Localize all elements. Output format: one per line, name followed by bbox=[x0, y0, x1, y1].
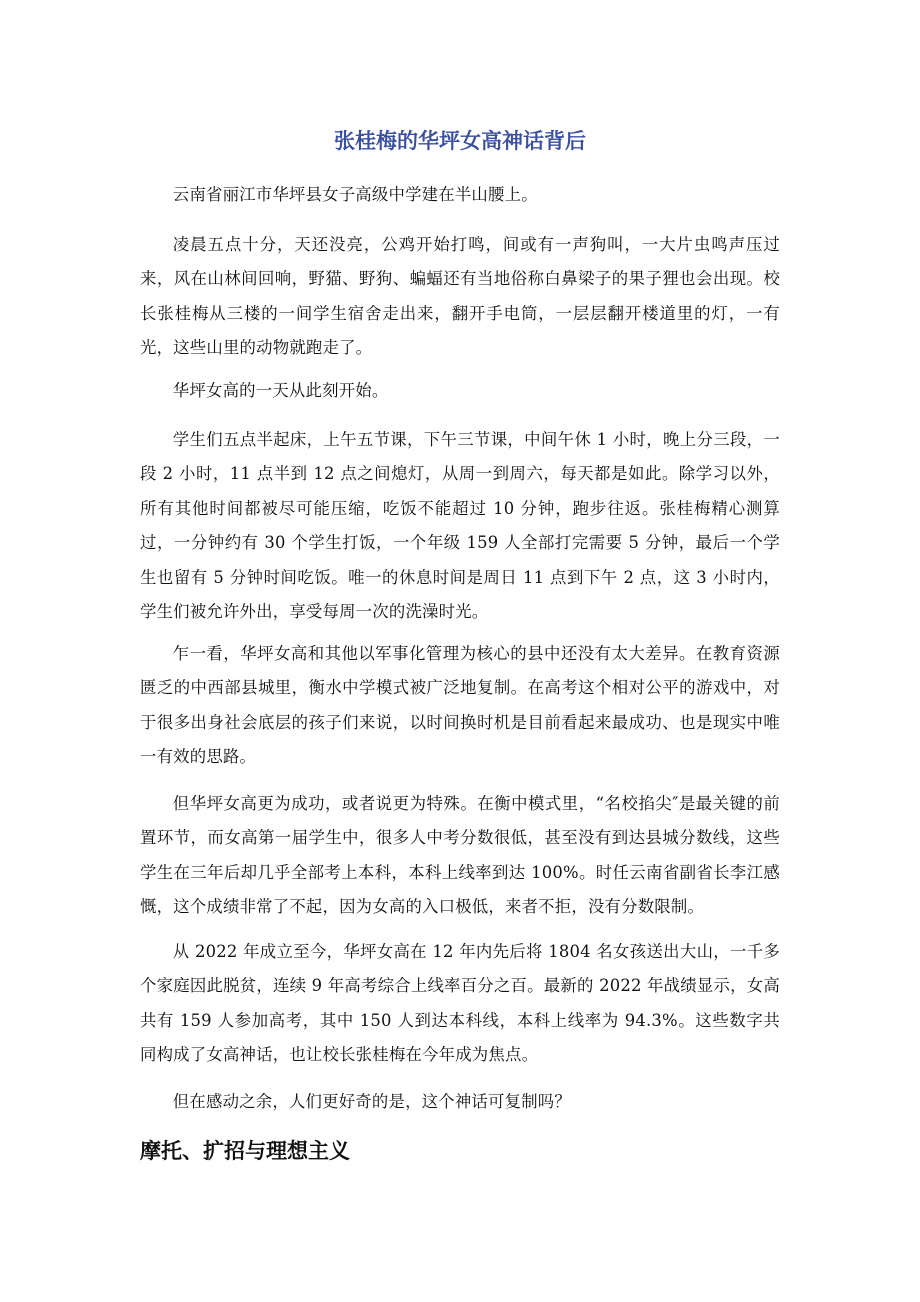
paragraph: 但华坪女高更为成功，或者说更为特殊。在衡中模式里，“名校掐尖″是最关键的前置环节，而女高第一届学生中，很多人中考分数很低，甚至没有到达县城分数线，这些学生在三年后却几乎全部考上本科，本科上线率到达 100%。时任云南省副省长李江感慨，这个成绩非常了不起，因为女高的入口极低，来者不拒，没有分数限制。 bbox=[140, 794, 780, 917]
paragraph: 凌晨五点十分，天还没亮，公鸡开始打鸣，间或有一声狗叫，一大片虫鸣声压过来，风在山林间回响，野猫、野狗、蝙蝠还有当地俗称白鼻梁子的果子狸也会出现。校长张桂梅从三楼的一间学生宿舍走出来，翻开手电筒，一层层翻开楼道里的灯，一有光，这些山里的动物就跑走了。 bbox=[140, 235, 780, 358]
document-title: 张桂梅的华坪女高神话背后 bbox=[334, 129, 586, 153]
section-heading: 摩托、扩招与理想主义 bbox=[140, 1139, 350, 1163]
paragraph: 从 2022 年成立至今，华坪女高在 12 年内先后将 1804 名女孩送出大山，一千多个家庭因此脱贫，连续 9 年高考综合上线率百分之百。最新的 2022 年战绩显示，女高共有 159 人参加高考，其中 150 人到达本科线，本科上线率为 94.3%。这些数字共同构成了女高神话，也让校长张桂梅在今年成为焦点。 bbox=[140, 942, 780, 1065]
paragraph: 乍一看，华坪女高和其他以军事化管理为核心的县中还没有太大差异。在教育资源匮乏的中西部县城里，衡水中学模式被广泛地复制。在高考这个相对公平的游戏中，对于很多出身社会底层的孩子们来说，以时间换时机是目前看起来最成功、也是现实中唯一有效的思路。 bbox=[140, 644, 780, 767]
paragraph: 华坪女高的一天从此刻开始。 bbox=[172, 381, 389, 400]
paragraph: 但在感动之余，人们更好奇的是，这个神话可复制吗？ bbox=[172, 1092, 571, 1111]
paragraph: 学生们五点半起床，上午五节课，下午三节课，中间午休 1 小时，晚上分三段，一段 2 小时，11 点半到 12 点之间熄灯，从周一到周六，每天都是如此。除学习以外，所有其他时间都被尽可能压缩，吃饭不能超过 10 分钟，跑步往返。张桂梅精心测算过，一分钟约有 30 个学生打饭，一个年级 159 人全部打完需要 5 分钟，最后一个学生也留有 5 分钟时间吃饭。唯一的休息时间是周日 11 点到下午 2 点，这 3 小时内，学生们被允许外出，享受每周一次的洗澡时光。 bbox=[140, 430, 780, 622]
paragraph: 云南省丽江市华坪县女子高级中学建在半山腰上。 bbox=[172, 185, 538, 204]
